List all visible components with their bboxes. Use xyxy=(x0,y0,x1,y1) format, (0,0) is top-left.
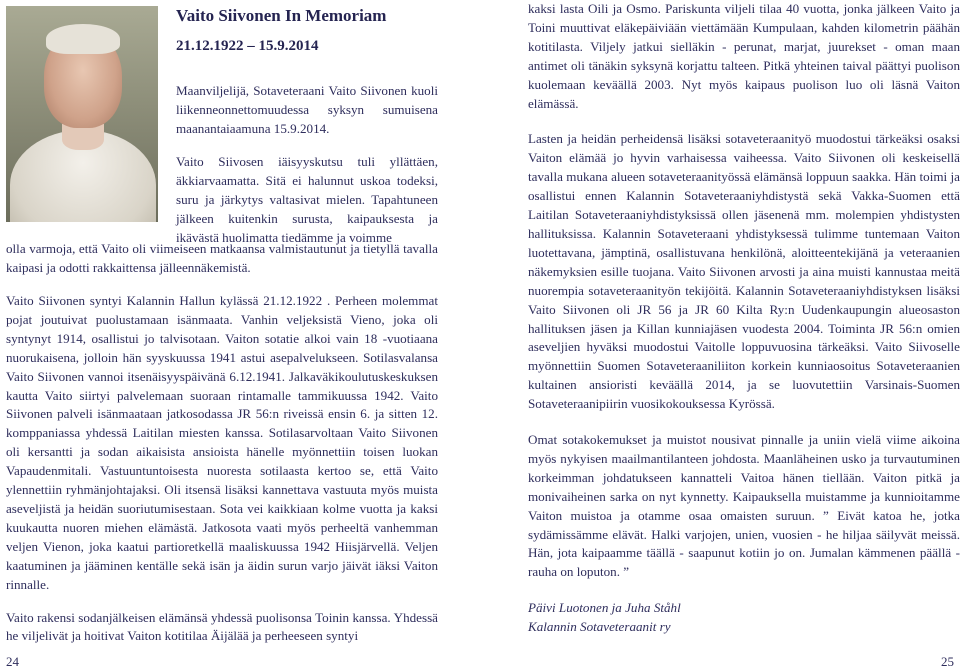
portrait-photo xyxy=(6,6,158,222)
sorrow-paragraph: Vaito Siivosen iäisyyskutsu tuli yllättäen, äkkiarvaamatta. Sitä ei halunnut uskoa todeksi, suru ja järkytys valtasivat mielen. Tapahtuneen jälkeen kuitenkin surusta, kaipauksesta ja ikävästä huolimatta tiedämme ja voimme xyxy=(176,154,438,245)
right-page xyxy=(480,0,960,672)
signature-names: Päivi Luotonen ja Juha Ståhl xyxy=(528,600,681,616)
page-number-left: 24 xyxy=(6,654,19,669)
memory-paragraph: Omat sotakokemukset ja muistot nousivat pinnalle ja uniin vielä viime aikoina myös nykyisen maailmantilanteen johdosta. Maanläheinen usko ja turvautuminen korkeimman johdatukseen kannatteli Vaitoa hänen tiellään. Vaiton pitkä ja monivaiheinen sarka on nyt kynnetty. Kaipauksella muistamme ja kunnioitamme Vaiton muistoa ja otamme osaa omaisten suruun. ” Eivät katoa he, jotka sydämissämme elävät. Halki varjojen, unien, vuosien - he hiljaa säilyvät meissä. Hän, jota kaipaamme täällä - saapunut kotiin jo on. Jumalan kämmenen päällä - rauha on loputon. ” xyxy=(528,432,960,580)
intro-paragraph: Maanviljelijä, Sotaveteraani Vaito Siivonen kuoli liikenneonnettomuudessa syksyn sumuisena maanantaiaamuna 15.9.2014. xyxy=(176,83,438,136)
veteran-work-paragraph: Lasten ja heidän perheidensä lisäksi sotaveteraanityö muodostui tärkeäksi osaksi Vaiton elämää jo hyvin varhaisessa vaiheessa. Vaito Siivonen oli keskeisellä tavalla mukana alueen sotaveteraanityössä elämänsä loppuun saakka. Hän toimi ja osallistui ennen Kalannin Sotaveteraaniyhdistystä sekä Vakka-Suomen että Laitilan Sotaveteraaniyhdistyksissä ollen jäsenenä mm. molempien yhdistysten hallituksissa. Kalannin Sotaveteraani yhdistyksessä tulimme tuntemaan Vaiton luotettavana, jämptinä, osallistuvana henkilönä, aloitteentekijänä ja veteraanien näkemyksien esille tuojana. Vaito Siivonen arvosti ja aina muisti kannustaa meitä nuorempia sotaveteraanityön tekijöitä. Kalannin Sotaveteraaniyhdistyksen lisäksi Vaito Siivonen oli JR 56 ja JR 60 Kilta Ry:n Uudenkaupungin alueosaston hallituksen jäsen ja Killan kunniajäsen vuodesta 2004. Toiminta JR 56:n omien aseveljien hyväksi muodostui Vaitolle loppuvuosina tärkeäksi. Vaito Siivoselle myönnettiin Suomen Sotaveteraaniliiton korkein kunniaosoitus Sotaveteraanien kultainen ansioristi keväällä 2014, ja se luovutettiin Varsinais-Suomen Sotaveteraanipiirin vuosikokouksessa Kyrössä. xyxy=(528,131,960,412)
photo-hair xyxy=(46,24,120,54)
memoriam-title: Vaito Siivonen In Memoriam xyxy=(176,6,387,25)
page-number-right: 25 xyxy=(941,654,954,669)
left-body xyxy=(6,292,438,659)
family-paragraph: Vaito rakensi sodanjälkeisen elämänsä yhdessä puolisonsa Toinin kanssa. Yhdessä he viljelivät ja hoitivat Vaiton kotitilaa Äijälää ja perheeseen syntyi xyxy=(6,609,438,644)
signature-block xyxy=(528,599,960,637)
right-column xyxy=(528,0,960,637)
biography-paragraph: Vaito Siivonen syntyi Kalannin Hallun kylässä 21.12.1922 . Perheen molemmat pojat joutuivat puolustamaan isänmaata. Vanhin veljeksistä Vieno, joka oli syntynyt 1914, osallistui jo talvisotaan. Vaiton sotatie alkoi vain 18 -vuotiaana nuorukaisena, jolloin hän syyskuussa 1941 astui asepalvelukseen. Sotilasvalansa Vaito Siivonen vannoi itsenäisyyspäivänä 6.12.1941. Jalkaväkikoulutuskeskuksen kautta Vaito siirtyi palvelemaan suoraan rintamalle tammikuussa 1942. Vaito Siivonen palveli isänmaataan jatkosodassa JR 56:n riveissä ensin 6. ja sitten 12. komppaniassa yhdessä Laitilan miesten kanssa. Sotilasarvoltaan Vaito Siivonen oli kersantti ja sodan aikaisista ansioista hänelle myönnettiin toisen luokan Vapaudenmitali. Vastuuntuntoisesta nuoresta sotilaasta kertoo se, että Vaito ylennettiin ryhmänjohtajaksi. Oli itsensä lisäksi kannettava vastuuta myös muista aseveljistä ja heidän suoriutumisestaan. Sota vei kaikkiaan kolme vuotta ja kaksi kuukautta nuoren miehen elämästä. Jatkosota vaati myös perheeltä vanhemman veljen Vienon, joka kaatui partioretkellä maaliskuussa 1942 Hiisjärvellä. Veljen kaatuminen ja jääminen kentälle sekä isän ja äidin surun varjo jäivät iäksi Vaiton rinnalle. xyxy=(6,293,438,592)
family-paragraph-continued: kaksi lasta Oili ja Osmo. Pariskunta viljeli tilaa 40 vuotta, jonka jälkeen Vaito ja Toini muuttivat eläkepäiviään viettämään Kumpulaan, kahden kilometrin päähän kotitilasta. Viljely jatkui sielläkin - perunat, marjat, juurekset - oman maan antimet oli tänäkin syksynä korjattu talteen. Pitkä yhteinen taival päättyi puolison kuolemaan keväällä 2003. Nyt myös kaipaus puolison luo oli läsnä Vaiton elämässä. xyxy=(528,1,960,111)
signature-organization: Kalannin Sotaveteraanit ry xyxy=(528,619,671,635)
life-dates: 21.12.1922 – 15.9.2014 xyxy=(176,38,319,54)
sorrow-paragraph-continued: olla varmoja, että Vaito oli viimeiseen matkaansa valmistautunut ja tietyllä tavalla kaipasi ja odotti rakkaittensa jälleennäkemistä. xyxy=(6,241,438,275)
